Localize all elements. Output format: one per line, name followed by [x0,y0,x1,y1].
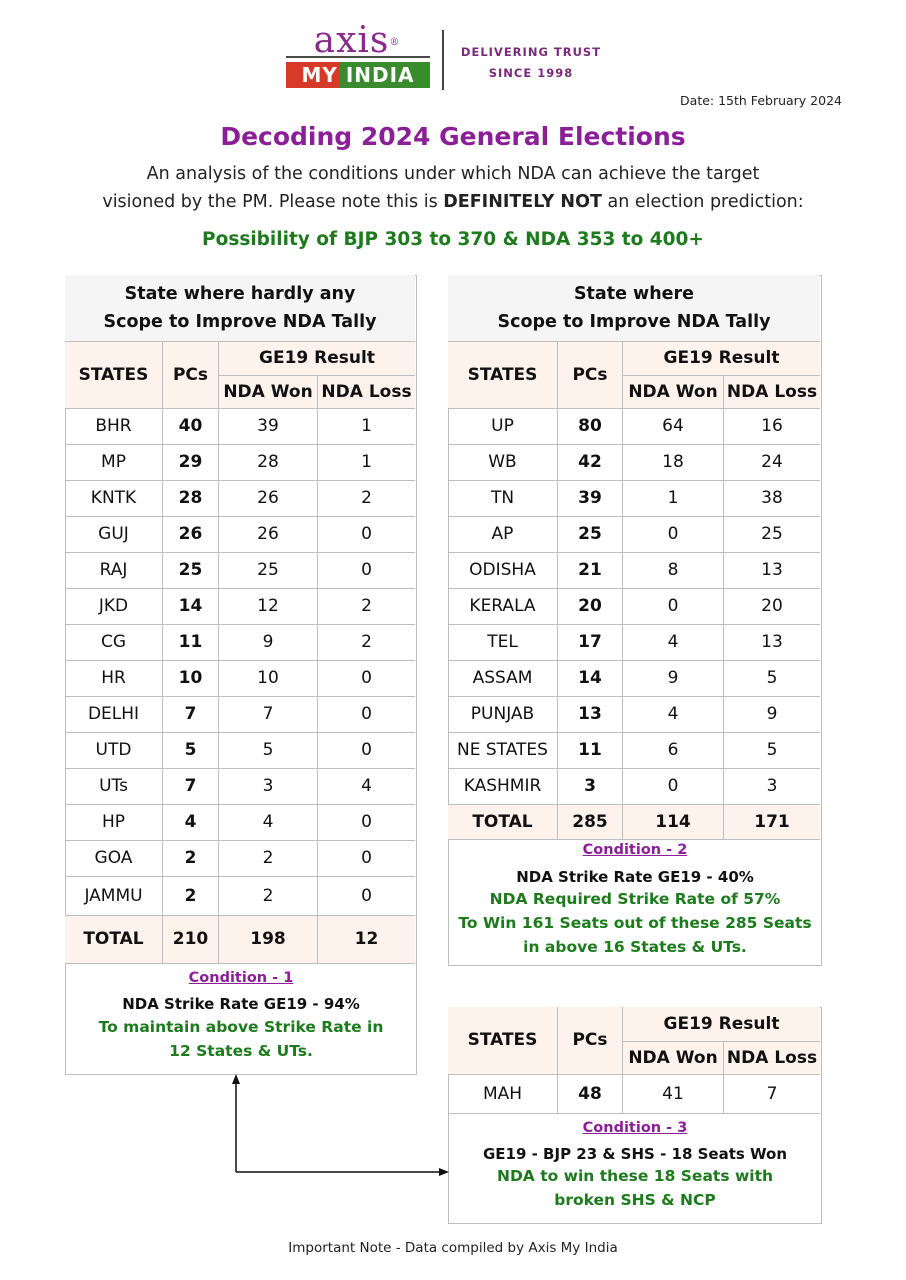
col-header-nda-won: NDA Won [219,375,318,408]
nda-won-cell: 12 [219,588,318,624]
state-cell: JKD [65,588,163,624]
col-header-ge19: GE19 Result [219,341,416,375]
pcs-cell: 29 [163,444,219,480]
total-pcs: 210 [163,915,219,963]
state-cell: HR [65,660,163,696]
pcs-cell: 2 [163,876,219,915]
pcs-cell: 25 [163,552,219,588]
mah-pcs: 48 [558,1074,623,1113]
nda-won-cell: 7 [219,696,318,732]
total-label: TOTAL [448,804,558,839]
nda-loss-cell: 0 [318,552,416,588]
nda-won-cell: 28 [219,444,318,480]
total-pcs: 285 [558,804,623,839]
nda-loss-cell: 5 [724,660,821,696]
nda-won-cell: 18 [623,444,724,480]
nda-loss-cell: 9 [724,696,821,732]
condition-3-text-2: broken SHS & NCP [554,1191,716,1209]
state-cell: GUJ [65,516,163,552]
nda-loss-cell: 4 [318,768,416,804]
mah-nda-won: 41 [623,1074,724,1113]
nda-loss-cell: 0 [318,732,416,768]
state-cell: KASHMIR [448,768,558,804]
pcs-cell: 14 [558,660,623,696]
state-cell: KERALA [448,588,558,624]
nda-loss-cell: 0 [318,696,416,732]
mah-nda-loss: 7 [724,1074,821,1113]
condition-3-text-1: NDA to win these 18 Seats with [496,1167,774,1185]
condition-2-title: Condition - 2 [582,842,688,858]
pcs-cell: 11 [163,624,219,660]
state-cell: TEL [448,624,558,660]
nda-loss-cell: 0 [318,840,416,876]
state-cell: WB [448,444,558,480]
pcs-cell: 11 [558,732,623,768]
col-header-states: STATES [448,341,558,408]
col-header-nda-loss: NDA Loss [318,375,416,408]
nda-loss-cell: 24 [724,444,821,480]
state-cell: GOA [65,840,163,876]
pcs-cell: 2 [163,840,219,876]
nda-won-cell: 1 [623,480,724,516]
col-header-nda-won: NDA Won [623,1041,724,1074]
total-nda-loss: 171 [724,804,821,839]
nda-won-cell: 8 [623,552,724,588]
state-cell: UTD [65,732,163,768]
nda-won-cell: 5 [219,732,318,768]
nda-loss-cell: 3 [724,768,821,804]
nda-won-cell: 9 [623,660,724,696]
condition-3-title: Condition - 3 [582,1120,688,1136]
pcs-cell: 7 [163,768,219,804]
pcs-cell: 42 [558,444,623,480]
condition-1-title: Condition - 1 [188,970,294,986]
nda-won-cell: 4 [219,804,318,840]
nda-loss-cell: 2 [318,624,416,660]
state-cell: KNTK [65,480,163,516]
nda-loss-cell: 25 [724,516,821,552]
col-header-pcs: PCs [163,341,219,408]
pcs-cell: 40 [163,408,219,444]
nda-won-cell: 25 [219,552,318,588]
state-cell: UP [448,408,558,444]
total-label: TOTAL [65,915,163,963]
nda-won-cell: 26 [219,480,318,516]
pcs-cell: 4 [163,804,219,840]
condition-2-text-3: in above 16 States & UTs. [523,938,747,956]
condition-2-text-2: To Win 161 Seats out of these 285 Seats [458,914,812,932]
nda-loss-cell: 13 [724,624,821,660]
nda-won-cell: 3 [219,768,318,804]
state-cell: NE STATES [448,732,558,768]
state-cell: HP [65,804,163,840]
nda-won-cell: 4 [623,624,724,660]
nda-won-cell: 2 [219,876,318,915]
col-header-pcs: PCs [558,1007,623,1074]
logo-axis-wordmark: axis® [313,20,401,61]
footer-note: Important Note - Data compiled by Axis My India [288,1240,618,1256]
pcs-cell: 10 [163,660,219,696]
page-subtitle: An analysis of the conditions under which NDA can achieve the target visioned by the PM. Please note this is DEFINITELY NOT an election prediction: [102,164,804,212]
pcs-cell: 26 [163,516,219,552]
document-date: Date: 15th February 2024 [680,93,842,108]
pcs-cell: 17 [558,624,623,660]
condition-1-text-1: To maintain above Strike Rate in [98,1018,384,1036]
state-cell: BHR [65,408,163,444]
mah-state: MAH [448,1074,558,1113]
pcs-cell: 21 [558,552,623,588]
nda-won-cell: 64 [623,408,724,444]
nda-won-cell: 4 [623,696,724,732]
nda-loss-cell: 2 [318,588,416,624]
total-nda-won: 198 [219,915,318,963]
page-title: Decoding 2024 General Elections [220,122,686,151]
col-header-nda-won: NDA Won [623,375,724,408]
pcs-cell: 39 [558,480,623,516]
state-cell: MP [65,444,163,480]
state-cell: CG [65,624,163,660]
col-header-pcs: PCs [558,341,623,408]
col-header-states: STATES [448,1007,558,1074]
nda-loss-cell: 2 [318,480,416,516]
col-header-nda-loss: NDA Loss [724,375,821,408]
nda-loss-cell: 0 [318,876,416,915]
condition-3-seats: GE19 - BJP 23 & SHS - 18 Seats Won [482,1145,788,1163]
total-nda-won: 114 [623,804,724,839]
condition-2-text-1: NDA Required Strike Rate of 57% [489,890,781,908]
state-cell: JAMMU [65,876,163,915]
pcs-cell: 3 [558,768,623,804]
state-cell: UTs [65,768,163,804]
nda-won-cell: 39 [219,408,318,444]
nda-loss-cell: 16 [724,408,821,444]
col-header-nda-loss: NDA Loss [724,1041,821,1074]
logo-myindia: MY INDIA [286,62,430,88]
logo-tagline: DELIVERING TRUST SINCE 1998 [460,45,602,80]
nda-loss-cell: 1 [318,408,416,444]
nda-loss-cell: 0 [318,660,416,696]
nda-won-cell: 6 [623,732,724,768]
right-table-caption: State where Scope to Improve NDA Tally [448,275,820,341]
nda-loss-cell: 5 [724,732,821,768]
total-nda-loss: 12 [318,915,416,963]
col-header-ge19: GE19 Result [623,341,821,375]
pcs-cell: 13 [558,696,623,732]
state-cell: TN [448,480,558,516]
nda-won-cell: 9 [219,624,318,660]
pcs-cell: 80 [558,408,623,444]
pcs-cell: 28 [163,480,219,516]
pcs-cell: 25 [558,516,623,552]
col-header-ge19: GE19 Result [623,1007,821,1041]
state-cell: ASSAM [448,660,558,696]
state-cell: DELHI [65,696,163,732]
nda-loss-cell: 0 [318,804,416,840]
state-cell: PUNJAB [448,696,558,732]
state-cell: ODISHA [448,552,558,588]
possibility-heading: Possibility of BJP 303 to 370 & NDA 353 to 400+ [202,229,704,250]
nda-loss-cell: 0 [318,516,416,552]
nda-won-cell: 0 [623,588,724,624]
nda-won-cell: 26 [219,516,318,552]
nda-won-cell: 2 [219,840,318,876]
nda-loss-cell: 13 [724,552,821,588]
state-cell: RAJ [65,552,163,588]
nda-won-cell: 0 [623,768,724,804]
condition-2-strike-rate: NDA Strike Rate GE19 - 40% [516,868,754,886]
condition-1-text-2: 12 States & UTs. [169,1042,313,1060]
col-header-states: STATES [65,341,163,408]
pcs-cell: 14 [163,588,219,624]
nda-won-cell: 0 [623,516,724,552]
nda-won-cell: 10 [219,660,318,696]
condition-1-strike-rate: NDA Strike Rate GE19 - 94% [122,995,360,1013]
nda-loss-cell: 38 [724,480,821,516]
pcs-cell: 20 [558,588,623,624]
pcs-cell: 7 [163,696,219,732]
pcs-cell: 5 [163,732,219,768]
nda-loss-cell: 1 [318,444,416,480]
nda-loss-cell: 20 [724,588,821,624]
state-cell: AP [448,516,558,552]
left-table-caption: State where hardly any Scope to Improve NDA Tally [65,275,415,341]
